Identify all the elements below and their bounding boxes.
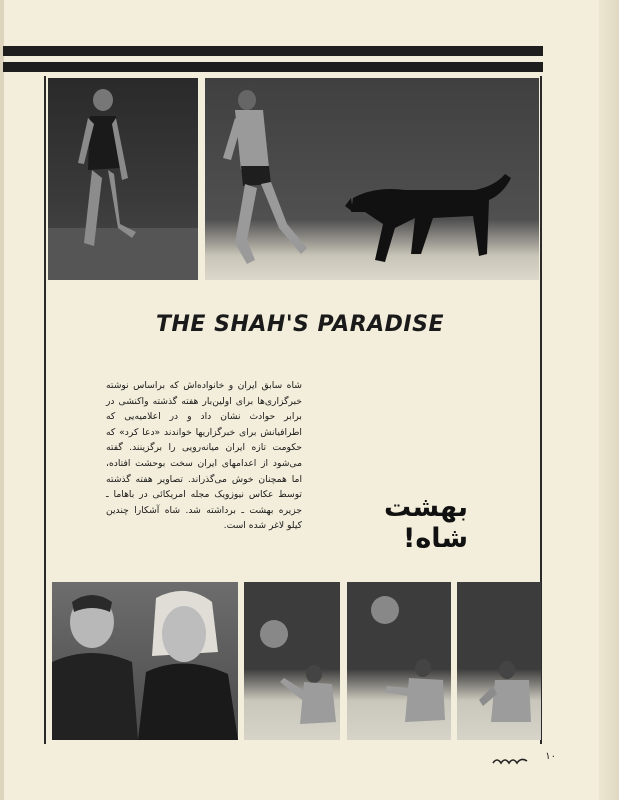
page-edge-right — [599, 0, 619, 800]
page-number: ۱۰ — [545, 751, 556, 762]
header-rule-top — [3, 46, 543, 56]
photo-man-on-beach-2 — [347, 582, 451, 740]
column-rule-left — [44, 76, 46, 744]
header-rule-bottom — [3, 62, 543, 72]
article-headline-farsi: بهشت شاه! — [383, 492, 468, 554]
photo-man-jogging-with-dog — [205, 78, 539, 280]
photo-man-on-beach-1 — [244, 582, 340, 740]
article-title-english: THE SHAH'S PARADISE — [156, 312, 444, 337]
photo-woman-wading — [48, 78, 198, 280]
article-body-farsi: شاه سابق ایران و خانواده‌اش که براساس نوشته خبرگزاری‌ها برای اولین‌بار هفته گذشته واکنشی در برابر حوادث نشان داد و در اعلامیه‌یی که اطرافیانش برای خبرگزاریها خواندند «دعا کرد» که حکومت تازه ایران میانه‌رویی را برگزینند. گفته می‌شود از اعدامهای ایران سخت بوحشت افتاده، اما همچنان خوش می‌گذراند. تصاویر هفته گذشته توسط عکاس نیوزویک مجله امریکائی در باهاما ـ جزیره بهشت ـ برداشته شد. شاه آشکارا چندین کیلو لاغر شده است. — [106, 380, 302, 532]
page-edge-left — [0, 0, 4, 800]
photo-man-on-beach-3 — [457, 582, 541, 740]
photo-shah-and-wife-portrait — [52, 582, 238, 740]
